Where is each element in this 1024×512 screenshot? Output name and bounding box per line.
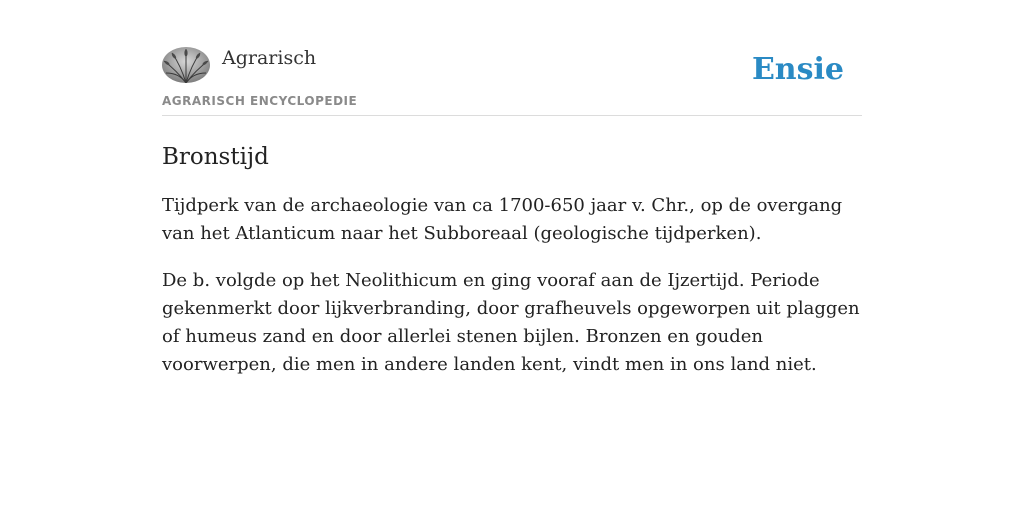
- page-container: [162, 40, 862, 379]
- article-paragraph-1: Tijdperk van de archaeologie van ca 1700-650 jaar v. Chr., op de overgang van het Atlanticum naar het Subboreaal (geologische tijdperken).: [162, 195, 843, 244]
- source-subtitle: AGRARISCH ENCYCLOPEDIE: [162, 94, 358, 108]
- source-name[interactable]: Agrarisch: [222, 47, 317, 69]
- wheat-logo-icon[interactable]: [162, 47, 210, 83]
- article-paragraph-2: De b. volgde op het Neolithicum en ging vooraf aan de Ijzertijd. Periode gekenmerkt door lijkverbranding, door grafheuvels opgeworpen uit plaggen of humeus zand en door allerlei stenen bijlen. Bronzen en gouden voorwerpen, die men in andere landen kent, vindt men in ons land niet.: [162, 270, 860, 375]
- article-title: Bronstijd: [162, 144, 269, 170]
- header: [162, 40, 862, 116]
- brand-logo-link[interactable]: Ensie: [751, 52, 844, 87]
